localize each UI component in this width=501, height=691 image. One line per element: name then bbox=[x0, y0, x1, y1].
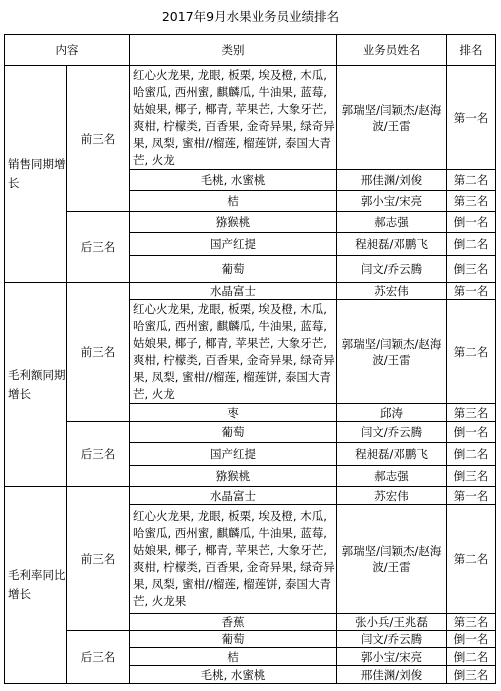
table-row bbox=[5, 631, 496, 648]
category-cell: 水晶富士 bbox=[130, 487, 337, 505]
salesperson-cell: 闫文/乔云腾 bbox=[337, 422, 447, 443]
rank-cell: 倒一名 bbox=[447, 422, 496, 443]
rank-cell: 倒二名 bbox=[447, 648, 496, 666]
group-label: 后三名 bbox=[67, 631, 130, 684]
rank-cell: 第一名 bbox=[447, 66, 496, 170]
rank-cell: 第三名 bbox=[447, 404, 496, 422]
salesperson-cell: 郝志强 bbox=[337, 466, 447, 487]
category-cell: 国产红提 bbox=[130, 443, 337, 466]
group-label: 前三名 bbox=[67, 66, 130, 212]
category-cell: 枣 bbox=[130, 404, 337, 422]
salesperson-cell: 邢佳渊/刘俊 bbox=[337, 170, 447, 191]
table-row bbox=[5, 487, 496, 505]
table-row bbox=[5, 66, 496, 170]
salesperson-cell: 闫文/乔云腾 bbox=[337, 631, 447, 648]
rank-cell: 第二名 bbox=[447, 170, 496, 191]
table-row bbox=[5, 422, 496, 443]
group-label: 后三名 bbox=[67, 422, 130, 487]
salesperson-cell: 邢佳渊/刘俊 bbox=[337, 666, 447, 684]
rank-cell: 第三名 bbox=[447, 191, 496, 212]
indicator-cell: 销售同期增长 bbox=[5, 66, 67, 283]
category-cell: 水晶富士 bbox=[130, 283, 337, 300]
indicator-cell: 毛利额同期增长 bbox=[5, 283, 67, 487]
category-cell: 红心火龙果, 龙眼, 板栗, 埃及橙, 木瓜, 哈蜜瓜, 西州蜜, 麒麟瓜, 牛油果, 蓝莓, 姑娘果, 椰子, 椰青, 苹果芒, 大象牙芒, 爽柑, 柠檬类, 百香果, 金奇异果, 绿奇异果, 凤梨, 蜜柑//榴莲, 榴莲饼, 泰国大青芒, 火龙果 bbox=[130, 505, 337, 614]
category-cell: 猕猴桃 bbox=[130, 466, 337, 487]
table-row bbox=[5, 283, 496, 300]
category-cell: 毛桃, 水蜜桃 bbox=[130, 666, 337, 684]
rank-cell: 倒二名 bbox=[447, 233, 496, 256]
category-cell: 葡萄 bbox=[130, 256, 337, 283]
rank-cell: 第一名 bbox=[447, 487, 496, 505]
header-category: 类别 bbox=[130, 35, 337, 66]
category-cell: 猕猴桃 bbox=[130, 212, 337, 233]
header-rank: 排名 bbox=[447, 35, 496, 66]
category-cell: 国产红提 bbox=[130, 233, 337, 256]
salesperson-cell: 邱涛 bbox=[337, 404, 447, 422]
salesperson-cell: 郭瑞坚/闫颖杰/赵海波/王雷 bbox=[337, 505, 447, 614]
salesperson-cell: 闫文/乔云腾 bbox=[337, 256, 447, 283]
salesperson-cell: 郝志强 bbox=[337, 212, 447, 233]
group-label: 前三名 bbox=[67, 487, 130, 631]
ranking-table bbox=[4, 34, 496, 684]
salesperson-cell: 郭瑞坚/闫颖杰/赵海波/王雷 bbox=[337, 300, 447, 404]
rank-cell: 倒三名 bbox=[447, 466, 496, 487]
table-row bbox=[5, 212, 496, 233]
category-cell: 葡萄 bbox=[130, 631, 337, 648]
salesperson-cell: 张小兵/王兆磊 bbox=[337, 614, 447, 631]
rank-cell: 倒三名 bbox=[447, 256, 496, 283]
salesperson-cell: 郭瑞坚/闫颖杰/赵海波/王雷 bbox=[337, 66, 447, 170]
rank-cell: 倒三名 bbox=[447, 666, 496, 684]
category-cell: 葡萄 bbox=[130, 422, 337, 443]
category-cell: 毛桃, 水蜜桃 bbox=[130, 170, 337, 191]
header-content: 内容 bbox=[5, 35, 130, 66]
category-cell: 桔 bbox=[130, 648, 337, 666]
indicator-cell: 毛利率同比增长 bbox=[5, 487, 67, 684]
salesperson-cell: 苏宏伟 bbox=[337, 283, 447, 300]
rank-cell: 倒一名 bbox=[447, 631, 496, 648]
salesperson-cell: 郭小宝/宋亮 bbox=[337, 648, 447, 666]
group-label: 前三名 bbox=[67, 283, 130, 422]
group-label: 后三名 bbox=[67, 212, 130, 283]
category-cell: 红心火龙果, 龙眼, 板栗, 埃及橙, 木瓜, 哈蜜瓜, 西州蜜, 麒麟瓜, 牛油果, 蓝莓, 姑娘果, 椰子, 椰青, 苹果芒, 大象牙芒, 爽柑, 柠檬类, 百香果, 金奇异果, 绿奇异果, 凤梨, 蜜柑//榴莲, 榴莲饼, 泰国大青芒, 火龙 bbox=[130, 300, 337, 404]
header-salesperson: 业务员姓名 bbox=[337, 35, 447, 66]
rank-cell: 第一名 bbox=[447, 283, 496, 300]
rank-cell: 倒二名 bbox=[447, 443, 496, 466]
salesperson-cell: 苏宏伟 bbox=[337, 487, 447, 505]
salesperson-cell: 程昶磊/邓鹏飞 bbox=[337, 233, 447, 256]
rank-cell: 倒一名 bbox=[447, 212, 496, 233]
rank-cell: 第二名 bbox=[447, 505, 496, 614]
report-title: 2017年9月水果业务员业绩排名 bbox=[161, 9, 340, 24]
header-row bbox=[5, 35, 496, 66]
salesperson-cell: 程昶磊/邓鹏飞 bbox=[337, 443, 447, 466]
category-cell: 红心火龙果, 龙眼, 板栗, 埃及橙, 木瓜, 哈蜜瓜, 西州蜜, 麒麟瓜, 牛油果, 蓝莓, 姑娘果, 椰子, 椰青, 苹果芒, 大象牙芒, 爽柑, 柠檬类, 百香果, 金奇异果, 绿奇异果, 凤梨, 蜜柑//榴莲, 榴莲饼, 泰国大青芒, 火龙 bbox=[130, 66, 337, 170]
table-body bbox=[5, 66, 496, 684]
category-cell: 桔 bbox=[130, 191, 337, 212]
rank-cell: 第二名 bbox=[447, 300, 496, 404]
category-cell: 香蕉 bbox=[130, 614, 337, 631]
rank-cell: 第三名 bbox=[447, 614, 496, 631]
salesperson-cell: 郭小宝/宋亮 bbox=[337, 191, 447, 212]
